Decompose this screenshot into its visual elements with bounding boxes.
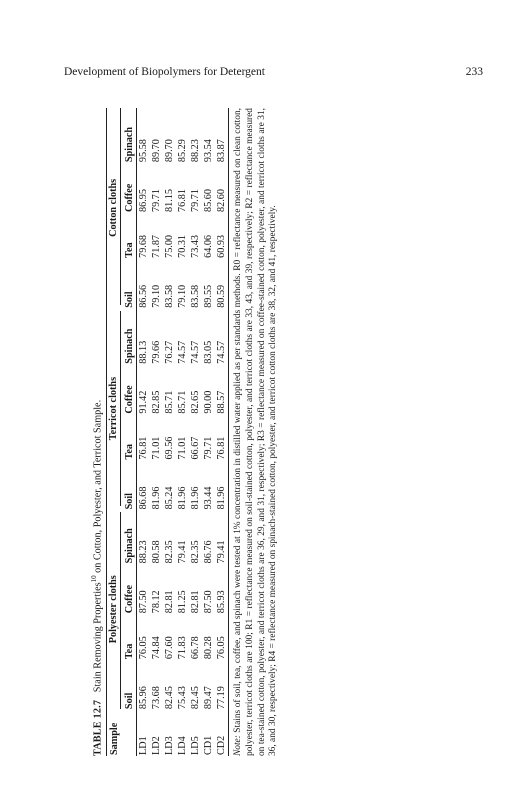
value-cell: 77.19 xyxy=(216,686,228,710)
value-cell: 85.71 xyxy=(177,390,189,414)
sample-cell: LD2 xyxy=(151,736,163,755)
value-cell: 89.47 xyxy=(203,686,215,710)
value-cell: 86.68 xyxy=(138,486,150,510)
value-cell: 76.05 xyxy=(216,636,228,660)
value-cell: 76.81 xyxy=(177,189,189,212)
col-header: Coffee xyxy=(124,183,136,212)
value-cell: 71.01 xyxy=(177,436,189,460)
note-label: Note: xyxy=(233,735,244,756)
value-cell: 81.96 xyxy=(190,486,202,510)
value-cell: 66.67 xyxy=(190,436,202,460)
running-head xyxy=(64,66,483,78)
col-header: Tea xyxy=(124,242,136,258)
value-cell: 88.23 xyxy=(190,139,202,163)
value-cell: 80.58 xyxy=(151,540,163,564)
value-cell: 85.29 xyxy=(177,139,189,163)
table-row xyxy=(189,108,202,756)
value-cell: 82.85 xyxy=(151,390,163,414)
sample-header: Sample xyxy=(108,722,120,755)
table-row xyxy=(215,108,229,756)
col-header: Soil xyxy=(124,692,136,710)
table-row xyxy=(150,108,163,756)
value-cell: 83.58 xyxy=(164,284,176,308)
value-cell: 71.87 xyxy=(151,234,163,258)
col-header: Soil xyxy=(124,493,136,510)
value-cell: 86.95 xyxy=(138,189,150,212)
value-cell: 79.41 xyxy=(177,540,189,564)
value-cell: 83.58 xyxy=(190,284,202,308)
value-cell: 93.44 xyxy=(203,486,215,510)
group-header-row xyxy=(107,108,121,756)
value-cell: 69.56 xyxy=(164,436,176,460)
value-cell: 78.12 xyxy=(151,590,163,614)
group-polyester: Polyester cloths xyxy=(108,575,120,644)
col-header: Tea xyxy=(124,444,136,460)
value-cell: 81.96 xyxy=(216,486,228,510)
value-cell: 79.71 xyxy=(190,189,202,212)
value-cell: 87.50 xyxy=(203,590,215,614)
value-cell: 87.50 xyxy=(138,590,150,614)
value-cell: 81.96 xyxy=(151,486,163,510)
value-cell: 85.96 xyxy=(138,686,150,710)
value-cell: 74.57 xyxy=(190,340,202,364)
value-cell: 79.71 xyxy=(203,436,215,460)
value-cell: 88.13 xyxy=(138,340,150,364)
value-cell: 89.70 xyxy=(164,139,176,163)
value-cell: 83.87 xyxy=(216,139,228,163)
value-cell: 90.00 xyxy=(203,390,215,414)
value-cell: 66.78 xyxy=(190,636,202,660)
value-cell: 85.60 xyxy=(203,189,215,212)
value-cell: 82.45 xyxy=(190,686,202,710)
value-cell: 81.25 xyxy=(177,590,189,614)
table-caption-ref: 10 xyxy=(90,575,98,583)
col-header: Coffee xyxy=(124,385,136,414)
col-header: Soil xyxy=(124,291,136,308)
sample-cell: LD5 xyxy=(190,736,202,755)
value-cell: 79.10 xyxy=(151,284,163,308)
group-terricot: Terricot cloths xyxy=(108,376,120,441)
value-cell: 74.84 xyxy=(151,636,163,660)
table-row xyxy=(202,108,215,756)
value-cell: 74.57 xyxy=(216,340,228,364)
value-cell: 60.93 xyxy=(216,234,228,258)
value-cell: 76.27 xyxy=(164,340,176,364)
value-cell: 88.57 xyxy=(216,390,228,414)
rotated-table-block xyxy=(88,108,288,756)
value-cell: 86.76 xyxy=(203,540,215,564)
note-text: Stains of soil, tea, coffee, and spinach were tested at 1% concentration in distilled water applied as per standards methods. R0 = reflectance measured on clean cotton, polyester, terricot cloths are 100; R1 = reflectance measured on soil-stained cotton, polyester, and terricot cloths are 33, 43, and 39, respectively; R2 = reflectance measured on tea-stained cotton, polyester, and terricot cloths are 36, 29, and 31, respectively; R3 = reflectance measured on coffee-stained cotton, polyester, and terricot cloths are 31, 36, and 30, respectively; R4 = reflectance measured on spinach-stained cotton, polyester, and terricot cotton cloths are 38, 32, and 41, respectively. xyxy=(233,108,279,756)
value-cell: 70.31 xyxy=(177,234,189,258)
sample-cell: CD2 xyxy=(216,735,228,755)
value-cell: 76.05 xyxy=(138,636,150,660)
value-cell: 80.28 xyxy=(203,636,215,660)
value-cell: 82.81 xyxy=(190,590,202,614)
value-cell: 79.68 xyxy=(138,234,150,258)
sample-cell: LD3 xyxy=(164,736,176,755)
value-cell: 89.70 xyxy=(151,139,163,163)
running-head-title: Development of Biopolymers for Detergent xyxy=(64,66,265,78)
value-cell: 73.43 xyxy=(190,234,202,258)
value-cell: 82.35 xyxy=(164,540,176,564)
col-header: Spinach xyxy=(124,528,136,564)
value-cell: 71.83 xyxy=(177,636,189,660)
sub-header-row xyxy=(123,108,137,756)
value-cell: 95.58 xyxy=(138,139,150,163)
value-cell: 75.43 xyxy=(177,686,189,710)
table-row xyxy=(137,108,151,756)
value-cell: 73.68 xyxy=(151,686,163,710)
sample-cell: LD4 xyxy=(177,736,189,755)
stain-table xyxy=(107,108,229,756)
value-cell: 79.41 xyxy=(216,540,228,564)
value-cell: 88.23 xyxy=(138,540,150,564)
value-cell: 83.05 xyxy=(203,340,215,364)
value-cell: 85.93 xyxy=(216,590,228,614)
value-cell: 91.42 xyxy=(138,390,150,414)
value-cell: 81.15 xyxy=(164,189,176,212)
col-header: Coffee xyxy=(124,584,136,614)
value-cell: 64.06 xyxy=(203,234,215,258)
value-cell: 79.10 xyxy=(177,284,189,308)
sample-cell: LD1 xyxy=(138,736,150,755)
value-cell: 79.66 xyxy=(151,340,163,364)
value-cell: 89.55 xyxy=(203,284,215,308)
value-cell: 74.57 xyxy=(177,340,189,364)
value-cell: 80.59 xyxy=(216,284,228,308)
value-cell: 85.24 xyxy=(164,486,176,510)
group-cotton: Cotton cloths xyxy=(108,178,120,237)
value-cell: 85.71 xyxy=(164,390,176,414)
value-cell: 67.60 xyxy=(164,636,176,660)
table-row xyxy=(163,108,176,756)
table-caption-pre: Stain Removing Properties xyxy=(92,582,104,693)
value-cell: 71.01 xyxy=(151,436,163,460)
table-note xyxy=(233,108,279,756)
value-cell: 79.71 xyxy=(151,189,163,212)
col-header: Spinach xyxy=(124,328,136,364)
value-cell: 82.81 xyxy=(164,590,176,614)
value-cell: 76.81 xyxy=(216,436,228,460)
page-number: 233 xyxy=(465,66,483,78)
table-caption xyxy=(88,108,104,756)
value-cell: 81.96 xyxy=(177,486,189,510)
value-cell: 82.35 xyxy=(190,540,202,564)
table-row xyxy=(176,108,189,756)
table-caption-post: on Cotton, Polyester, and Terricot Sample. xyxy=(92,399,104,576)
col-header: Tea xyxy=(124,643,136,660)
value-cell: 75.00 xyxy=(164,234,176,258)
value-cell: 86.56 xyxy=(138,284,150,308)
value-cell: 93.54 xyxy=(203,139,215,163)
col-header: Spinach xyxy=(124,126,136,163)
value-cell: 76.81 xyxy=(138,436,150,460)
table-label: TABLE 12.7 xyxy=(92,699,104,756)
value-cell: 82.65 xyxy=(190,390,202,414)
value-cell: 82.60 xyxy=(216,189,228,212)
value-cell: 82.45 xyxy=(164,686,176,710)
sample-cell: CD1 xyxy=(203,735,215,755)
